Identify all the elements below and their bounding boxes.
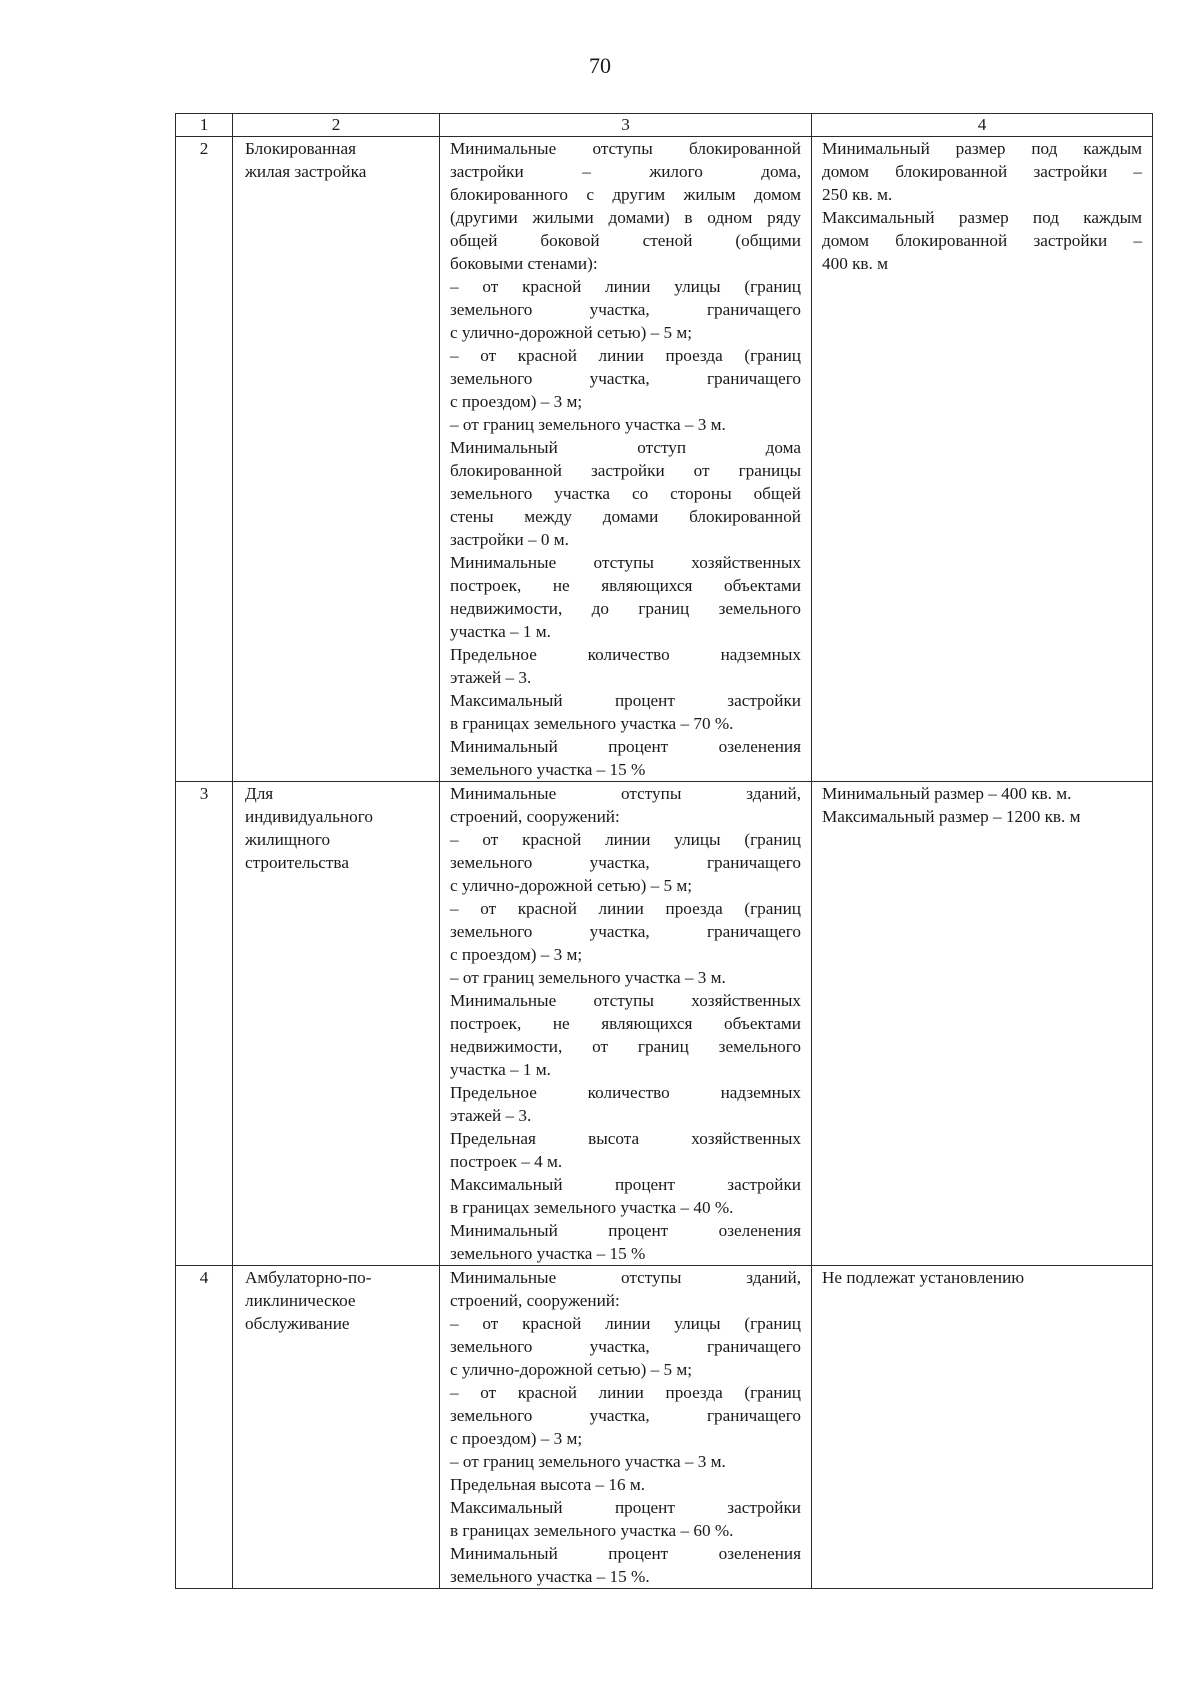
- text-line: с проездом) – 3 м;: [450, 1429, 583, 1448]
- building-parameters: [440, 137, 812, 782]
- text-line: (другими жилыми домами) в одном ряду: [450, 208, 801, 227]
- text-line: – от красной линии улицы (границ: [450, 1314, 801, 1333]
- text-line: Блокированная: [245, 139, 356, 158]
- text-line: домом блокированной застройки –: [822, 231, 1142, 250]
- text-line: индивидуального: [245, 807, 373, 826]
- row-number: 2: [176, 137, 233, 782]
- text-line: блокированного с другим жилым домом: [450, 185, 801, 204]
- table-row: [176, 137, 1153, 782]
- column-number-header: 1: [176, 114, 233, 137]
- text-line: строений, сооружений:: [450, 1291, 620, 1310]
- text-line: земельного участка – 15 %.: [450, 1567, 650, 1586]
- text-line: в границах земельного участка – 60 %.: [450, 1521, 734, 1540]
- text-line: Минимальный отступ дома: [450, 438, 801, 457]
- text-line: этажей – 3.: [450, 668, 532, 687]
- text-line: Максимальный процент застройки: [450, 1498, 801, 1517]
- text-line: – от границ земельного участка – 3 м.: [450, 968, 726, 987]
- land-use-type: [233, 1266, 440, 1589]
- text-line: – от красной линии улицы (границ: [450, 277, 801, 296]
- text-line: в границах земельного участка – 70 %.: [450, 714, 734, 733]
- building-parameters: [440, 782, 812, 1266]
- text-line: Предельная высота хозяйственных: [450, 1129, 801, 1148]
- text-line: Предельная высота – 16 м.: [450, 1475, 646, 1494]
- text-line: земельного участка, граничащего: [450, 922, 801, 941]
- text-line: – от границ земельного участка – 3 м.: [450, 1452, 726, 1471]
- text-line: ликлиническое: [245, 1291, 356, 1310]
- text-line: жилищного: [245, 830, 331, 849]
- plot-size-limits: [812, 1266, 1153, 1589]
- text-line: с улично-дорожной сетью) – 5 м;: [450, 876, 693, 895]
- text-line: Минимальный процент озеленения: [450, 1221, 801, 1240]
- text-line: – от красной линии улицы (границ: [450, 830, 801, 849]
- text-line: земельного участка, граничащего: [450, 853, 801, 872]
- land-use-type: [233, 782, 440, 1266]
- text-line: с улично-дорожной сетью) – 5 м;: [450, 1360, 693, 1379]
- text-line: строительства: [245, 853, 349, 872]
- text-line: застройки – 0 м.: [450, 530, 569, 549]
- plot-size-limits: [812, 137, 1153, 782]
- page-number: 70: [589, 53, 611, 78]
- row-number: 3: [176, 782, 233, 1266]
- text-line: обслуживание: [245, 1314, 350, 1333]
- text-line: – от красной линии проезда (границ: [450, 899, 801, 918]
- text-line: Амбулаторно-по-: [245, 1268, 372, 1287]
- text-line: Минимальный размер – 400 кв. м.: [822, 784, 1072, 803]
- text-line: – от красной линии проезда (границ: [450, 346, 801, 365]
- text-line: Минимальные отступы хозяйственных: [450, 991, 801, 1010]
- text-line: боковыми стенами):: [450, 254, 598, 273]
- building-parameters: [440, 1266, 812, 1589]
- text-line: стены между домами блокированной: [450, 507, 801, 526]
- text-line: земельного участка, граничащего: [450, 1337, 801, 1356]
- text-line: земельного участка – 15 %: [450, 1244, 646, 1263]
- text-line: Минимальные отступы зданий,: [450, 1268, 801, 1287]
- text-line: блокированной застройки от границы: [450, 461, 801, 480]
- text-line: 250 кв. м.: [822, 185, 893, 204]
- text-line: построек, не являющихся объектами: [450, 1014, 801, 1033]
- table-header-row: [176, 114, 1153, 137]
- text-line: Минимальные отступы зданий,: [450, 784, 801, 803]
- column-number-header: 4: [812, 114, 1153, 137]
- text-line: Минимальные отступы блокированной: [450, 139, 801, 158]
- text-line: этажей – 3.: [450, 1106, 532, 1125]
- text-line: земельного участка, граничащего: [450, 369, 801, 388]
- text-line: земельного участка со стороны общей: [450, 484, 801, 503]
- text-line: Максимальный процент застройки: [450, 691, 801, 710]
- text-line: земельного участка, граничащего: [450, 300, 801, 319]
- text-line: 400 кв. м: [822, 254, 889, 273]
- text-line: с улично-дорожной сетью) – 5 м;: [450, 323, 693, 342]
- text-line: построек – 4 м.: [450, 1152, 563, 1171]
- text-line: – от границ земельного участка – 3 м.: [450, 415, 726, 434]
- text-line: Минимальный процент озеленения: [450, 737, 801, 756]
- regulations-table: [175, 113, 1153, 1589]
- column-number-header: 3: [440, 114, 812, 137]
- text-line: недвижимости, до границ земельного: [450, 599, 801, 618]
- text-line: Предельное количество надземных: [450, 645, 801, 664]
- text-line: участка – 1 м.: [450, 1060, 551, 1079]
- text-line: – от красной линии проезда (границ: [450, 1383, 801, 1402]
- plot-size-limits: [812, 782, 1153, 1266]
- table-row: [176, 1266, 1153, 1589]
- text-line: Для: [245, 784, 274, 803]
- column-number-header: 2: [233, 114, 440, 137]
- text-line: земельного участка – 15 %: [450, 760, 646, 779]
- text-line: недвижимости, от границ земельного: [450, 1037, 801, 1056]
- row-number: 4: [176, 1266, 233, 1589]
- text-line: Максимальный размер под каждым: [822, 208, 1142, 227]
- text-line: общей боковой стеной (общими: [450, 231, 801, 250]
- text-line: с проездом) – 3 м;: [450, 392, 583, 411]
- land-use-type: [233, 137, 440, 782]
- text-line: Минимальный размер под каждым: [822, 139, 1142, 158]
- text-line: построек, не являющихся объектами: [450, 576, 801, 595]
- text-line: Не подлежат установлению: [822, 1268, 1025, 1287]
- text-line: строений, сооружений:: [450, 807, 620, 826]
- text-line: участка – 1 м.: [450, 622, 551, 641]
- text-line: Минимальный процент озеленения: [450, 1544, 801, 1563]
- text-line: земельного участка, граничащего: [450, 1406, 801, 1425]
- text-line: домом блокированной застройки –: [822, 162, 1142, 181]
- text-line: застройки – жилого дома,: [450, 162, 801, 181]
- text-line: Максимальный размер – 1200 кв. м: [822, 807, 1081, 826]
- text-line: Максимальный процент застройки: [450, 1175, 801, 1194]
- table-row: [176, 782, 1153, 1266]
- text-line: в границах земельного участка – 40 %.: [450, 1198, 734, 1217]
- text-line: жилая застройка: [245, 162, 367, 181]
- text-line: Предельное количество надземных: [450, 1083, 801, 1102]
- text-line: с проездом) – 3 м;: [450, 945, 583, 964]
- text-line: Минимальные отступы хозяйственных: [450, 553, 801, 572]
